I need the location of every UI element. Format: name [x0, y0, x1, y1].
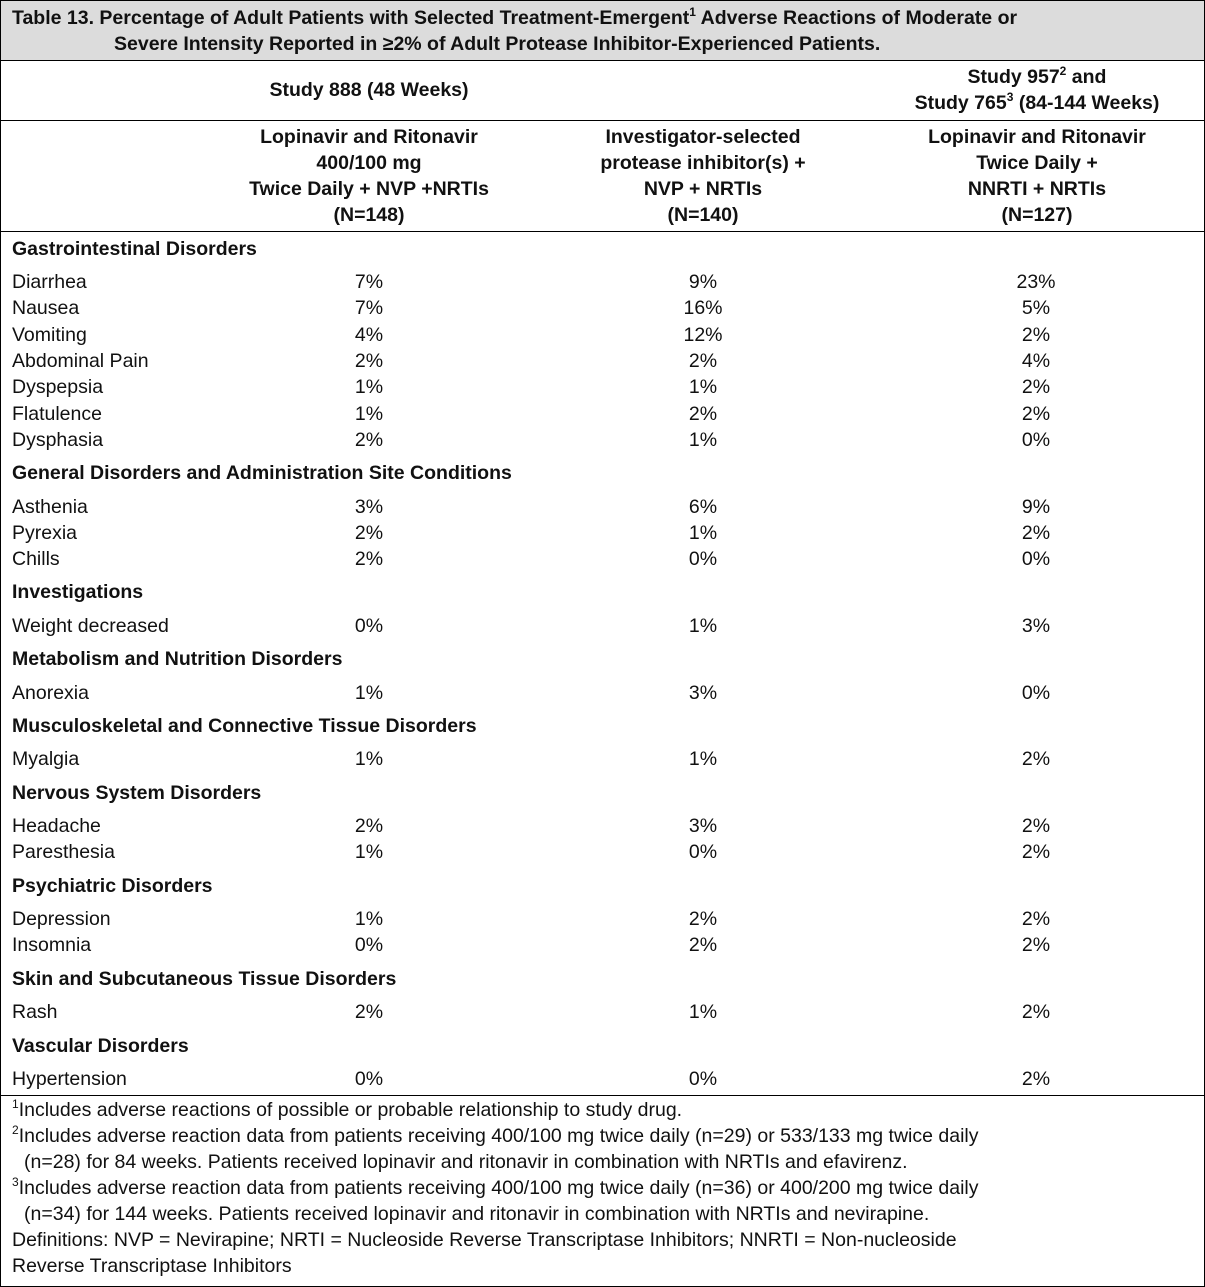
section-heading: Psychiatric Disorders: [12, 875, 213, 897]
row-label: Myalgia: [12, 748, 80, 770]
study-957-text: Study 957: [967, 66, 1060, 88]
footnote-marker: 1: [12, 1096, 19, 1111]
row-value: 3%: [688, 682, 718, 704]
footnote-marker: 3: [12, 1174, 19, 1189]
footnote-3-continued: (n=34) for 144 weeks. Patients received lopinavir and ritonavir in combination with NRTIs and nevirapine.: [24, 1203, 930, 1225]
column-header-line: Twice Daily + NVP +NRTIs: [249, 178, 489, 200]
row-value: 4%: [354, 324, 384, 346]
row-value: 1%: [354, 376, 384, 398]
row-label: Weight decreased: [12, 615, 169, 637]
row-value: 2%: [354, 815, 384, 837]
row-label: Abdominal Pain: [12, 350, 149, 372]
row-value: 7%: [354, 297, 384, 319]
row-value: 2%: [1021, 376, 1051, 398]
row-value: 2%: [1021, 908, 1051, 930]
row-value: 7%: [354, 271, 384, 293]
caption-line-2: Severe Intensity Reported in ≥2% of Adult Protease Inhibitor-Experienced Patients.: [114, 33, 881, 55]
row-value: 12%: [683, 324, 723, 346]
row-label: Vomiting: [12, 324, 87, 346]
caption-line-1: [12, 6, 1017, 31]
row-value: 2%: [688, 908, 718, 930]
row-value: 0%: [1021, 429, 1051, 451]
row-value: 2%: [688, 350, 718, 372]
column-header-line: Investigator-selected: [605, 126, 801, 148]
row-label: Anorexia: [12, 682, 89, 704]
section-heading: Skin and Subcutaneous Tissue Disorders: [12, 968, 397, 990]
column-header-line: (N=127): [1001, 204, 1073, 226]
row-label: Pyrexia: [12, 522, 78, 544]
column-header-line: NNRTI + NRTIs: [967, 178, 1107, 200]
row-value: 1%: [688, 376, 718, 398]
caption-superscript: 1: [689, 4, 696, 19]
row-value: 2%: [1021, 934, 1051, 956]
row-label: Dysphasia: [12, 429, 104, 451]
row-value: 1%: [688, 522, 718, 544]
section-heading: Metabolism and Nutrition Disorders: [12, 648, 343, 670]
table-body: [1, 233, 1204, 1096]
row-value: 9%: [1021, 496, 1051, 518]
column-header-lpv-nvp: [169, 124, 569, 228]
row-label: Flatulence: [12, 403, 102, 425]
row-value: 1%: [354, 908, 384, 930]
study-957-line: [881, 64, 1193, 90]
row-label: Diarrhea: [12, 271, 87, 293]
row-value: 3%: [1021, 615, 1051, 637]
study-888-header: Study 888 (48 Weeks): [269, 79, 469, 101]
section-heading: Vascular Disorders: [12, 1035, 189, 1057]
row-label: Insomnia: [12, 934, 92, 956]
row-value: 1%: [354, 403, 384, 425]
footnote-1: [12, 1097, 1197, 1123]
footnotes: [12, 1097, 1197, 1279]
column-header-line: Twice Daily +: [976, 152, 1098, 174]
column-header-lpv-nnrti: [881, 124, 1193, 228]
row-value: 0%: [688, 548, 718, 570]
footnote-text: Includes adverse reaction data from patients receiving 400/100 mg twice daily (n=29) or 533/133 mg twice daily: [18, 1125, 979, 1147]
footnote-text: Includes adverse reaction data from patients receiving 400/100 mg twice daily (n=36) or 400/200 mg twice daily: [18, 1177, 979, 1199]
row-value: 23%: [1016, 271, 1056, 293]
row-label: Headache: [12, 815, 101, 837]
study-765-text: (84-144 Weeks): [1013, 92, 1160, 114]
column-header-line: NVP + NRTIs: [643, 178, 763, 200]
column-header-line: 400/100 mg: [316, 152, 422, 174]
row-value: 1%: [354, 682, 384, 704]
footnote-3: [12, 1175, 1197, 1201]
row-value: 2%: [354, 548, 384, 570]
row-value: 2%: [1021, 815, 1051, 837]
column-header-line: (N=148): [333, 204, 405, 226]
section-heading: Nervous System Disorders: [12, 782, 262, 804]
row-value: 0%: [688, 841, 718, 863]
footnote-2: [12, 1123, 1197, 1149]
row-value: 2%: [688, 934, 718, 956]
column-header-row: [1, 121, 1204, 232]
row-value: 3%: [688, 815, 718, 837]
section-heading: Investigations: [12, 581, 144, 603]
column-header-line: protease inhibitor(s) +: [600, 152, 806, 174]
row-value: 1%: [688, 429, 718, 451]
row-value: 2%: [354, 350, 384, 372]
row-value: 4%: [1021, 350, 1051, 372]
row-value: 2%: [1021, 748, 1051, 770]
footnote-2-continued: (n=28) for 84 weeks. Patients received lopinavir and ritonavir in combination with NRTIs and efavirenz.: [24, 1151, 908, 1173]
row-value: 9%: [688, 271, 718, 293]
superscript: 2: [1059, 63, 1067, 78]
column-header-investigator: [543, 124, 863, 228]
row-label: Depression: [12, 908, 111, 930]
section-heading: General Disorders and Administration Site Conditions: [12, 462, 512, 484]
row-label: Hypertension: [12, 1068, 127, 1090]
row-label: Paresthesia: [12, 841, 115, 863]
row-value: 0%: [354, 615, 384, 637]
row-value: 2%: [1021, 403, 1051, 425]
table-caption: [1, 1, 1204, 61]
row-value: 0%: [354, 1068, 384, 1090]
caption-text: Adverse Reactions of Moderate or: [695, 7, 1018, 29]
row-value: 16%: [683, 297, 723, 319]
row-value: 2%: [1021, 324, 1051, 346]
row-value: 2%: [1021, 522, 1051, 544]
study-header-row: [1, 62, 1204, 121]
row-label: Asthenia: [12, 496, 88, 518]
column-header-line: Lopinavir and Ritonavir: [928, 126, 1146, 148]
study-957-text: and: [1066, 66, 1107, 88]
row-value: 1%: [688, 748, 718, 770]
column-header-line: Lopinavir and Ritonavir: [260, 126, 478, 148]
caption-text: Table 13. Percentage of Adult Patients with Selected Treatment-Emergent: [12, 7, 690, 29]
study-957-765-header: [881, 64, 1193, 116]
row-value: 6%: [688, 496, 718, 518]
study-765-line: [881, 90, 1193, 116]
row-value: 3%: [354, 496, 384, 518]
definitions: Definitions: NVP = Nevirapine; NRTI = Nucleoside Reverse Transcriptase Inhibitors; NNRTI = Non-nucleoside: [12, 1229, 957, 1251]
row-value: 0%: [1021, 682, 1051, 704]
footnote-text: Includes adverse reactions of possible or probable relationship to study drug.: [18, 1099, 683, 1121]
row-value: 2%: [688, 403, 718, 425]
row-label: Nausea: [12, 297, 80, 319]
row-label: Rash: [12, 1001, 58, 1023]
row-value: 2%: [1021, 1068, 1051, 1090]
row-value: 2%: [354, 429, 384, 451]
row-label: Dyspepsia: [12, 376, 104, 398]
superscript: 3: [1006, 89, 1014, 104]
column-header-line: (N=140): [667, 204, 739, 226]
row-label: Chills: [12, 548, 60, 570]
row-value: 1%: [688, 1001, 718, 1023]
row-value: 0%: [354, 934, 384, 956]
row-value: 1%: [354, 841, 384, 863]
study-765-text: Study 765: [914, 92, 1007, 114]
footnote-marker: 2: [12, 1122, 19, 1137]
row-value: 2%: [1021, 1001, 1051, 1023]
row-value: 0%: [1021, 548, 1051, 570]
row-value: 5%: [1021, 297, 1051, 319]
row-value: 1%: [354, 748, 384, 770]
section-heading: Gastrointestinal Disorders: [12, 238, 257, 260]
row-value: 2%: [354, 522, 384, 544]
row-value: 2%: [1021, 841, 1051, 863]
row-value: 1%: [688, 615, 718, 637]
definitions-continued: Reverse Transcriptase Inhibitors: [12, 1255, 292, 1277]
row-value: 0%: [688, 1068, 718, 1090]
section-heading: Musculoskeletal and Connective Tissue Disorders: [12, 715, 477, 737]
row-value: 2%: [354, 1001, 384, 1023]
